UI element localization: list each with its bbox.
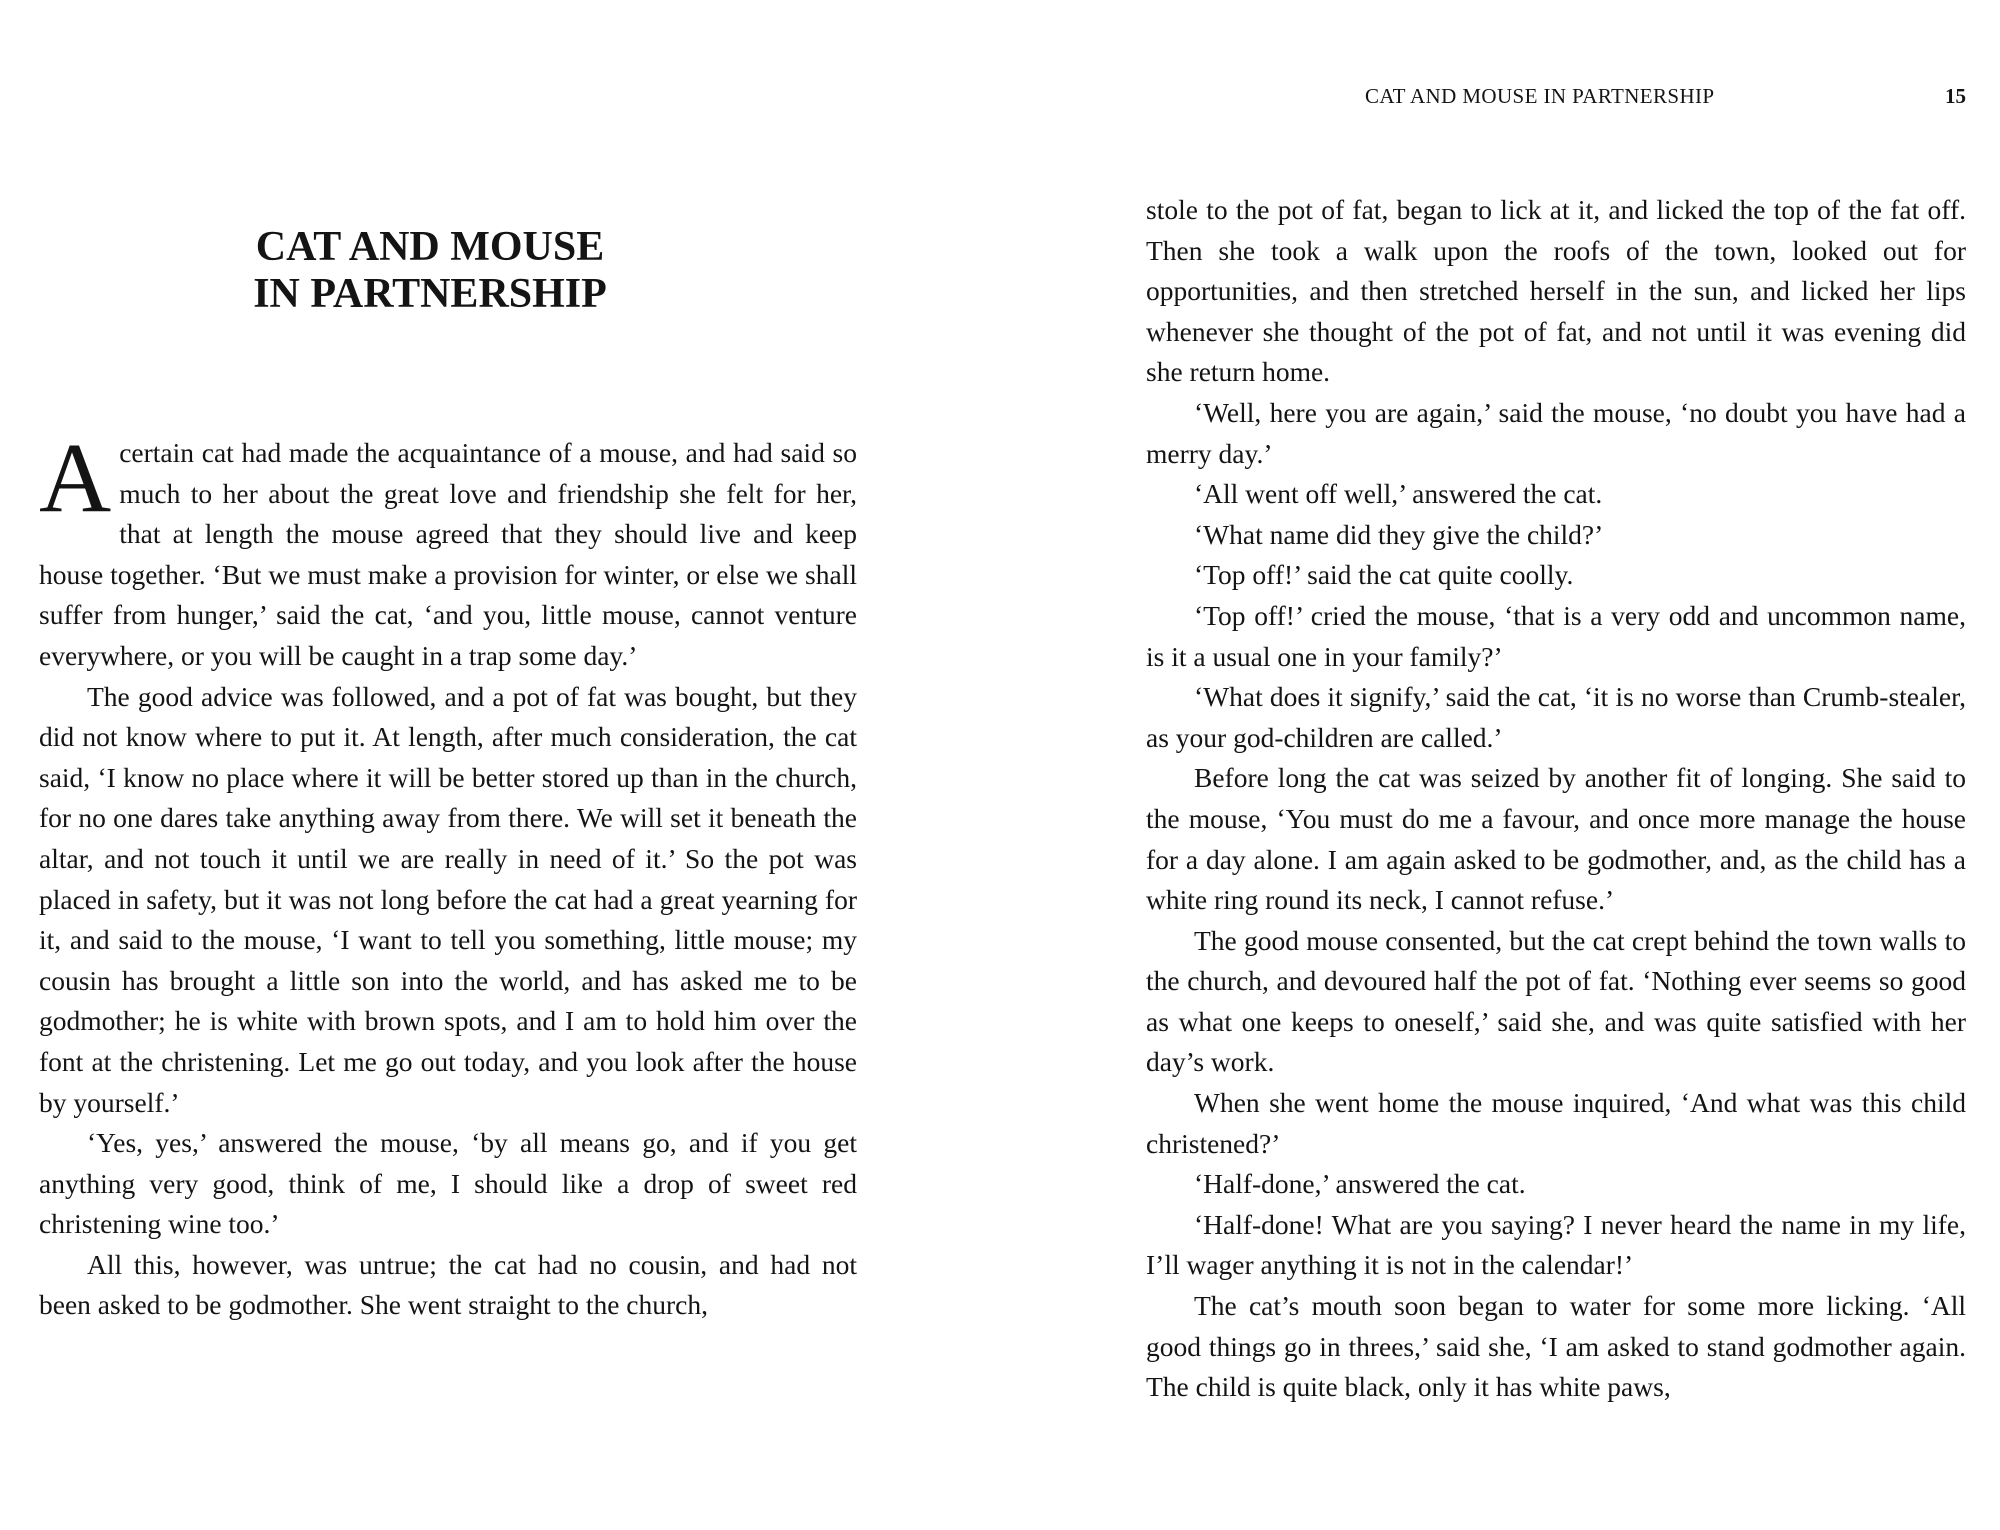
title-line-2: IN PARTNERSHIP (253, 271, 607, 317)
paragraph: stole to the pot of fat, began to lick at it, and licked the top of the fat off. Then she took a walk upon the roofs of the town, looked out for opportunities, and then stretched herself in the sun, and licked her lips whenever she thought of the pot of fat, and not until it was evening did she return home. (1146, 194, 1966, 388)
paragraph: ‘Top off!’ said the cat quite coolly. (1194, 559, 1574, 591)
paragraph: The good advice was followed, and a pot of fat was bought, but they did not know where to put it. At length, after much consideration, the cat said, ‘I know no place where it will be better stored up than in the church, for no one dares take anything away from there. We will set it beneath the altar, and not touch it until we are really in need of it.’ So the pot was placed in safety, but it was not long before the cat had a great yearning for it, and said to the mouse, ‘I want to tell you something, little mouse; my cousin has brought a little son into the world, and has asked me to be godmother; he is white with brown spots, and I am to hold him over the font at the christening. Let me go out today, and you look after the house by yourself.’ (39, 680, 857, 1118)
left-page-body (39, 422, 857, 1326)
paragraph: All this, however, was untrue; the cat had no cousin, and had not been asked to be godmother. She went straight to the church, (39, 1248, 857, 1321)
drop-cap: A (39, 422, 112, 533)
paragraph: Before long the cat was seized by another fit of longing. She said to the mouse, ‘You must do me a favour, and once more manage the house for a day alone. I am again asked to be godmother, and, as the child has a white ring round its neck, I cannot refuse.’ (1146, 762, 1966, 916)
paragraph: ‘What name did they give the child?’ (1194, 518, 1604, 550)
paragraph: ‘Half-done! What are you saying? I never heard the name in my life, I’ll wager anything it is not in the calendar!’ (1146, 1208, 1966, 1281)
paragraph: The cat’s mouth soon began to water for some more licking. ‘All good things go in threes,’ said she, ‘I am asked to stand godmother again. The child is quite black, only it has white paws, (1146, 1290, 1966, 1403)
story-title (240, 224, 620, 318)
paragraph: ‘Half-done,’ answered the cat. (1194, 1168, 1526, 1200)
running-head: CAT AND MOUSE IN PARTNERSHIP (1365, 84, 1715, 108)
paragraph: ‘Yes, yes,’ answered the mouse, ‘by all means go, and if you get anything very good, think of me, I should like a drop of sweet red christening wine too.’ (39, 1127, 857, 1240)
paragraph: ‘Top off!’ cried the mouse, ‘that is a very odd and uncommon name, is it a usual one in your family?’ (1146, 599, 1966, 672)
title-line-1: CAT AND MOUSE (255, 224, 605, 270)
paragraph: ‘Well, here you are again,’ said the mouse, ‘no doubt you have had a merry day.’ (1146, 396, 1966, 469)
paragraph-text: certain cat had made the acquaintance of a mouse, and had said so much to her about the great love and friendship she felt for her, that at length the mouse agreed that they should live and keep house together. ‘But we must make a provision for winter, or else we shall suffer from hunger,’ said the cat, ‘and you, little mouse, cannot venture everywhere, or you will be caught in a trap some day.’ (39, 437, 857, 671)
paragraph: ‘What does it signify,’ said the cat, ‘it is no worse than Crumb-stealer, as your god-children are called.’ (1146, 681, 1966, 753)
paragraph: ‘All went off well,’ answered the cat. (1194, 478, 1603, 510)
paragraph: The good mouse consented, but the cat crept behind the town walls to the church, and devoured half the pot of fat. ‘Nothing ever seems so good as what one keeps to oneself,’ said she, and was quite satisfied with her day’s work. (1146, 924, 1966, 1078)
paragraph (39, 422, 857, 677)
right-page-body (1146, 190, 1966, 1408)
page-number: 15 (1945, 84, 1966, 108)
right-page (1000, 0, 2000, 1530)
paragraph: When she went home the mouse inquired, ‘And what was this child christened?’ (1146, 1087, 1966, 1159)
